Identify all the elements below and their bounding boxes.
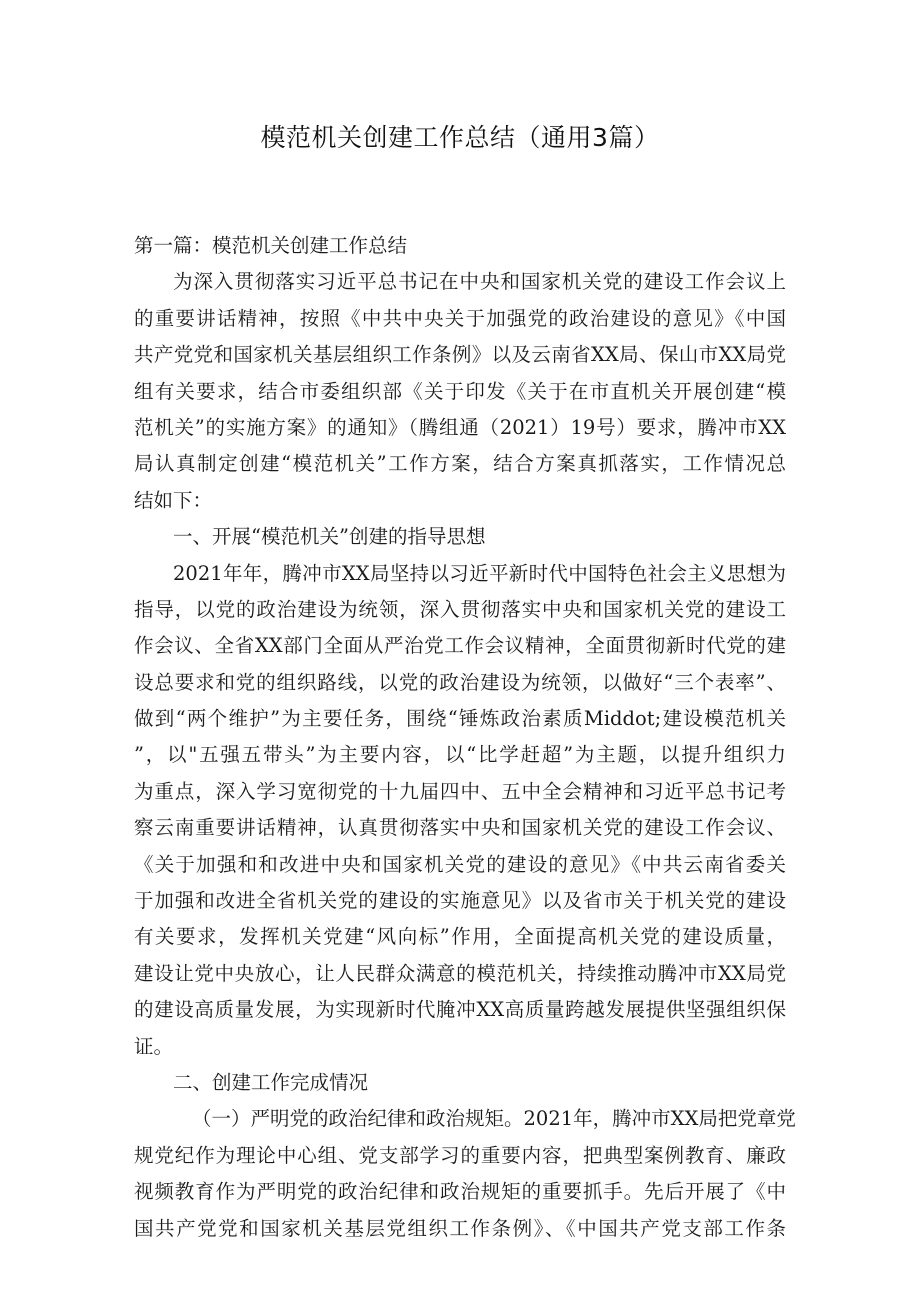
- paragraph-line: 共产党党和国家机关基层组织工作条例》以及云南省XX局、保山市XX局党: [134, 343, 786, 367]
- paragraph-line: 设总要求和党的组织路线，以党的政治建设为统领，以做好“三个表率”、: [134, 670, 786, 694]
- paragraph-line: （一）严明党的政治纪律和政治规矩。2021年，腾冲市XX局把党章党: [192, 1107, 796, 1131]
- paragraph-line: 指导，以党的政治建设为统领，深入贯彻落实中央和国家机关党的建设工: [134, 597, 786, 621]
- paragraph-line: 组有关要求，结合市委组织部《关于印发《关于在市直机关开展创建“模: [134, 379, 786, 403]
- paragraph-line: 局认真制定创建“模范机关”工作方案，结合方案真抓落实，工作情况总: [134, 452, 786, 476]
- document-body: [134, 228, 796, 1247]
- paragraph-line: 视频教育作为严明党的政治纪律和政治规矩的重要抓手。先后开展了《中: [134, 1180, 786, 1204]
- paragraph-line: 证。: [134, 1034, 174, 1058]
- paragraph-line: ”，以"五强五带头”为主要内容，以“比学赶超”为主题，以提升组织力: [134, 743, 786, 767]
- paragraph-line: 作会议、全省XX部门全面从严治党工作会议精神，全面贯彻新时代党的建: [134, 634, 786, 658]
- section-heading: 二、创建工作完成情况: [173, 1070, 369, 1094]
- document-title: 模范机关创建工作总结（通用3篇）: [260, 123, 660, 152]
- paragraph-line: 建设让党中央放心，让人民群众满意的模范机关，持续推动腾冲市XX局党: [134, 961, 786, 985]
- paragraph-line: 有关要求，发挥机关党建“风向标”作用，全面提高机关党的建设质量，: [134, 925, 786, 949]
- paragraph-line: 为重点，深入学习宽彻党的十九届四中、五中全会精神和习近平总书记考: [134, 779, 786, 803]
- paragraph-line: 结如下：: [134, 488, 213, 512]
- paragraph-line: 范机关”的实施方案》的通知》（腾组通（2021）19号）要求，腾冲市XX: [134, 415, 786, 439]
- paragraph-line: 的重要讲话精神，按照《中共中央关于加强党的政治建设的意见》《中国: [134, 306, 786, 330]
- paragraph-line: 的建设高质量发展，为实现新时代腌冲XX高质量跨越发展提供坚强组织保: [134, 998, 786, 1022]
- paragraph-line: 规党纪作为理论中心组、党支部学习的重要内容，把典型案例教育、廉政: [134, 1143, 786, 1167]
- paragraph-line: 2021年年，腾冲市XX局坚持以习近平新时代中国特色社会主义思想为: [173, 561, 786, 585]
- paragraph-line: 《关于加强和和改进中央和国家机关党的建设的意见》《中共云南省委关: [134, 852, 786, 876]
- paragraph-line: 为深入贯彻落实习近平总书记在中央和国家机关党的建设工作会议上: [173, 270, 786, 294]
- section-heading: 一、开展“模范机关”创建的指导思想: [173, 525, 486, 549]
- part-heading: 第一篇：模范机关创建工作总结: [134, 234, 408, 257]
- paragraph-line: 于加强和改进全省机关党的建设的实施意见》以及省市关于机关党的建设: [134, 889, 786, 913]
- paragraph-line: 察云南重要讲话精神，认真贯彻落实中央和国家机关党的建设工作会议、: [134, 816, 786, 840]
- paragraph-line: 国共产党党和国家机关基层党组织工作条例》、《中国共产党支部工作条: [134, 1216, 786, 1240]
- paragraph-line: 做到“两个维护”为主要任务，围绕“锤炼政治素质Middot;建设模范机关: [134, 707, 786, 731]
